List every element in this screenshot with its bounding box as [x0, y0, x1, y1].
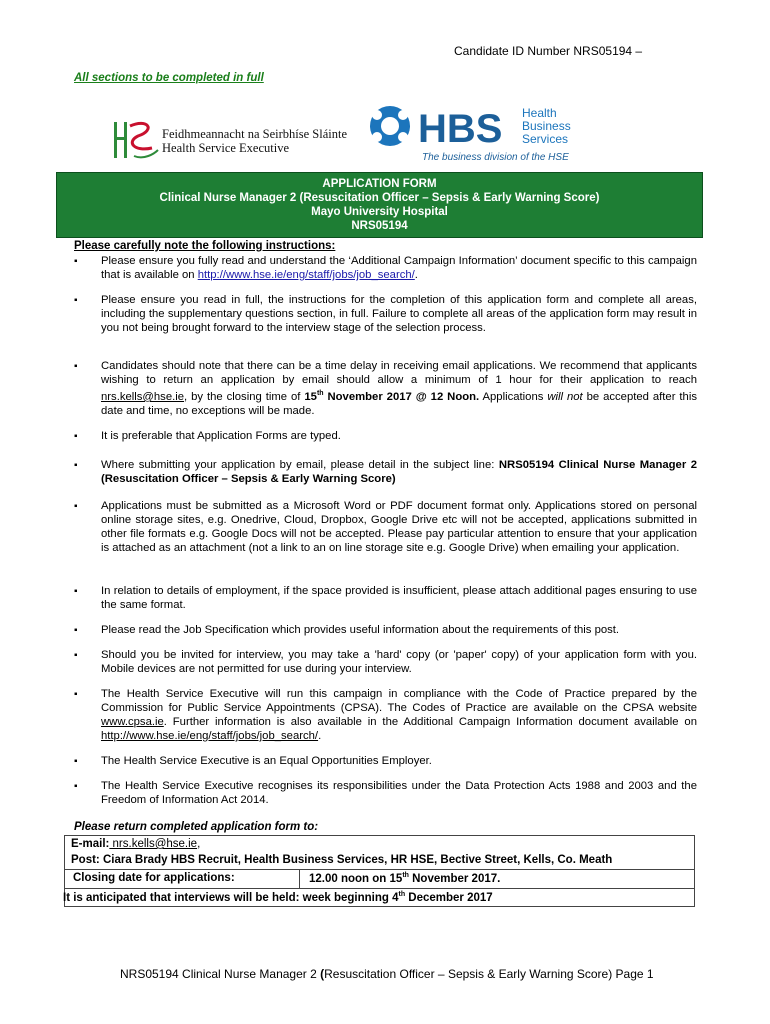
row-divider	[65, 888, 694, 889]
hbs-mark: HBS	[418, 107, 503, 151]
hbs-line2: Business	[522, 119, 571, 133]
instruction-item: The Health Service Executive will run this campaign in compliance with the Code of Practice prepared by the Commission for Public Service Appointments (CPSA). The Codes of Practice are available on the CPSA website www.cpsa.ie. Further information is also available in the Additional Campaign Information document available on http://www.hse.ie/eng/staff/jobs/job_search/.	[101, 688, 697, 742]
hse-irish-name: Feidhmeannacht na Seirbhíse Sláinte	[162, 127, 348, 141]
banner-title: APPLICATION FORM	[322, 178, 437, 190]
instruction-item: Candidates should note that there can be a time delay in receiving email applications. We recommend that applicants wishing to return an application by email should allow a minimum of 1 hour for their application to reach nrs.kells@hse.ie, by the closing time of 15th November 2017 @ 12 Noon. Applications will not be accepted after this date and time, no exceptions will be made.	[101, 360, 697, 417]
bullet-icon: ▪	[74, 689, 78, 700]
bullet-icon: ▪	[74, 256, 78, 267]
instruction-item: Applications must be submitted as a Microsoft Word or PDF document format only. Applications stored on personal online storage sites, e.g. Onedrive, Cloud, Dropbox, Google Drive etc will not be accepted, applications submitted in other file formats e.g. Google Docs will not be accepted. Please pay particular attention to ensure that your application is attached as an attachment (not a link to an on line storage site e.g. Google Drive) when emailing your application.	[101, 500, 697, 554]
return-email-row: E-mail: nrs.kells@hse.ie,	[71, 838, 201, 850]
bullet-icon: ▪	[74, 625, 78, 636]
recruit-email-link[interactable]: nrs.kells@hse.ie	[101, 390, 185, 403]
application-form-banner	[56, 172, 703, 238]
bullet-icon: ▪	[74, 586, 78, 597]
instructions-heading: Please carefully note the following instructions:	[74, 240, 336, 252]
sections-note: All sections to be completed in full	[74, 72, 264, 84]
bullet-icon: ▪	[74, 781, 78, 792]
bullet-icon: ▪	[74, 650, 78, 661]
banner-post-title: Clinical Nurse Manager 2 (Resuscitation Officer – Sepsis & Early Warning Score)	[159, 192, 600, 204]
job-search-link-2[interactable]: http://www.hse.ie/eng/staff/jobs/job_search/	[101, 730, 319, 742]
candidate-id: Candidate ID Number NRS05194 –	[454, 44, 643, 58]
hbs-tagline: The business division of the HSE	[422, 152, 569, 163]
instruction-item: The Health Service Executive is an Equal Opportunities Employer.	[101, 755, 432, 767]
interview-row: It is anticipated that interviews will be held: week beginning 4th December 2017	[63, 891, 493, 904]
hse-english-name: Health Service Executive	[162, 140, 290, 155]
return-post-row: Post: Ciara Brady HBS Recruit, Health Business Services, HR HSE, Bective Street, Kells, Co. Meath	[71, 854, 613, 866]
hse-logo-text	[162, 128, 347, 155]
return-email-link[interactable]: nrs.kells@hse.ie	[109, 838, 198, 850]
instruction-item: It is preferable that Application Forms are typed.	[101, 430, 341, 442]
bullet-icon: ▪	[74, 501, 78, 512]
cpsa-link[interactable]: www.cpsa.ie	[101, 716, 164, 728]
bullet-icon: ▪	[74, 460, 78, 471]
cell-divider	[299, 869, 300, 888]
bullet-icon: ▪	[74, 295, 78, 306]
instruction-item: Please ensure you fully read and understand the ‘Additional Campaign Information’ document specific to this campaign that is available on http://www.hse.ie/eng/staff/jobs/job_search/.	[101, 255, 697, 281]
bullet-icon: ▪	[74, 756, 78, 767]
page-footer: NRS05194 Clinical Nurse Manager 2 (Resuscitation Officer – Sepsis & Early Warning Score) Page 1	[120, 967, 654, 981]
banner-reference: NRS05194	[351, 220, 408, 232]
instruction-item: In relation to details of employment, if the space provided is insufficient, please attach additional pages ensuring to use the same format.	[101, 585, 697, 611]
hbs-line1: Health	[522, 106, 557, 120]
instruction-item: Please ensure you read in full, the instructions for the completion of this application form and complete all areas, including the supplementary questions section, in full. Failure to complete all areas of the application form may result in you not being brought forward to the interview stage of the selection process.	[101, 294, 697, 334]
instruction-item: Where submitting your application by email, please detail in the subject line: NRS05194 Clinical Nurse Manager 2 (Resuscitation Officer – Sepsis & Early Warning Score)	[101, 459, 697, 485]
instruction-item: Please read the Job Specification which provides useful information about the requirements of this post.	[101, 624, 620, 636]
instruction-item: The Health Service Executive recognises its responsibilities under the Data Protection Acts 1988 and 2003 and the Freedom of Information Act 2014.	[101, 780, 697, 806]
bullet-icon: ▪	[74, 361, 78, 372]
hbs-emblem-icon	[370, 106, 410, 146]
closing-value: 12.00 noon on 15th November 2017.	[309, 872, 501, 885]
row-divider	[65, 869, 694, 870]
instruction-item: Should you be invited for interview, you may take a 'hard' copy (or 'paper' copy) of your application form with you. Mobile devices are not permitted for use during your interview.	[101, 649, 697, 675]
return-heading: Please return completed application form to:	[74, 821, 319, 833]
hse-emblem-icon	[114, 122, 158, 158]
bullet-icon: ▪	[74, 431, 78, 442]
banner-hospital: Mayo University Hospital	[311, 206, 448, 218]
hbs-line3: Services	[522, 132, 569, 146]
job-search-link[interactable]: http://www.hse.ie/eng/staff/jobs/job_search/	[197, 269, 415, 281]
return-details-table	[64, 835, 695, 907]
closing-label: Closing date for applications:	[73, 872, 235, 884]
hbs-logo	[364, 102, 584, 164]
